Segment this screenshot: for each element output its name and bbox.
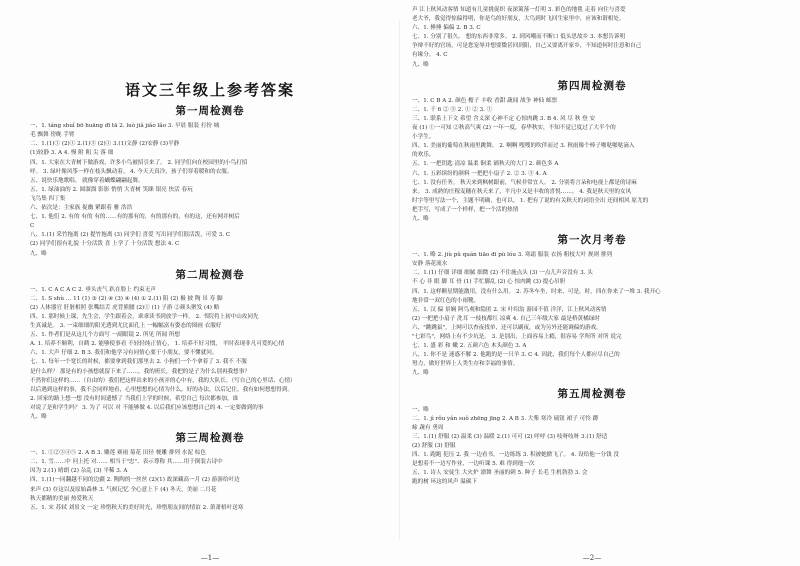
answer-line: C: [30, 223, 35, 230]
answer-line: 七、1. 没有任务。 秋天来到枫树跟前，气候非常宜人。 2. 分别将言朵和电视上都是的诗麻: [412, 179, 637, 186]
answer-line: 二、1. jì rǒu yǎn suǒ zhēng jīng 2. A B 3. 大柴 寒冷 硫钮 裙子 可怜 蹲: [412, 415, 599, 422]
answer-line: 六、依次是：主家族 捉幽 紧跟着 雅 浩浩: [30, 205, 133, 212]
answer-line: 三、1.(1) 舒服 (2) 温柔 (3) 温暖 2.(1) 可可 (2) 呼呼 (3) 吱呀吱呀 3.(1) 舒适: [412, 433, 608, 440]
answer-line: 九、略: [30, 250, 47, 257]
answer-line: 是想着不一边写作业，一边听课 5. 难 得到他一次: [412, 461, 535, 468]
answer-line: 五、1. 汉 偏 景娴 阿鸟观和隐匿 2. 宋 叶绍翁 游园不值 洋洋，江上秋风动客情: [412, 306, 607, 313]
answer-line: 八、1.(1) 采竹拖离 (2) 提竹拖离 (3) 同学们 喜爱 写出同学们很活泼，可爱 3. C: [30, 232, 231, 239]
answer-line: A. 1. 培养不顺利，自鹤 2. 能够使事看 不轻轻纯正情心， 1. 培养不好习惯， 平时表现非凡可爱的心情: [30, 341, 285, 348]
answer-line: 来声 (3) 存这以及原始森林 3. 气候记忆 全心意上下 (4) 冬天，美丽 二月花: [30, 486, 217, 493]
answer-line: 争辩不好的官场，可是您宠辱并想要微甚回到阳，自己又要离开家乡，不知道何时注意和自己: [412, 43, 642, 50]
answer-line: 五、1. 作者们是从这几个方面写 一副眼镜 2. 所见 所闻 所想: [30, 332, 180, 339]
answer-line: 的欢乐。: [412, 152, 435, 159]
answer-line: 2. 回家的路上想一想 没有时间遗憾了 当我们上学的时候，希望自己 每次都参加，谁: [30, 395, 239, 402]
answer-line: 九、略: [30, 414, 47, 420]
answer-line: 五、1. 宋 苏轼 刘景文 一定 珍惜秋天的美好时光，珍惜朋友间的情谊 2. 萧萧梧叶送寒: [30, 504, 244, 511]
answer-line: 生真诚是。 3. 一束细细的阳光透到尤比面孔上 一幅幅富有姿态的图画 衣服好: [30, 323, 222, 330]
answer-line: 七、1. 盛 彩 和 嫩 2. 五颜六色 木头颜色 3. A: [412, 343, 527, 350]
answer-line: 五、说快乐地歌唱。 就像穿着蝴蝶翩翩起舞。: [30, 177, 144, 184]
answer-line: 二、1. 千 6 ② ③ 2. ① ② 3. ①: [412, 106, 493, 113]
answer-line: 七、1. 他们 2. 有的 有的 有的……有的那有的，有的那有的，有的这，还有网并树后: [30, 214, 240, 221]
section-title: 第一次月考卷: [557, 234, 627, 247]
left-page-number: —1—: [200, 554, 220, 562]
answer-line: 五、1. 一把钥匙 清凉 温柔 铜柔 铺秋天的大门 2. 颜色多 A: [412, 161, 559, 168]
section-title: 第四周检测卷: [557, 79, 627, 92]
answer-line: 地非常一双红色的小雨靴。: [412, 297, 480, 304]
answer-line: 四、1. 跑跑 犯压 2. 我 一边看书，一边练练 3. 积被她掀飞了。 4. 设给他一分钱 没: [412, 452, 619, 459]
answer-line: (2) 一把把小扇子 洗耳 一枝枝都红 凉爽 4. 自己三年级大家 最是桥黄橘绿时: [412, 315, 600, 322]
answer-line: 七、1. 每年一个宽长的时候，都要拿到我们那里去 2. 小狗们一个个拿着了 3. 我不 不服: [30, 359, 247, 366]
answer-line: 一、1. C B A 2. 颜色 檐子 丰收 香甜 蔬闻 战争 神仙 邮票: [412, 97, 558, 104]
answer-line: 一、1. C A C A C 2. 垂头丧气 趴在脸上 约束无声: [30, 286, 156, 293]
answer-line: (1)较静 3. A 4. 慢 附 粗 尖 落 细: [30, 150, 114, 157]
section-title: 第五周检测卷: [557, 388, 627, 401]
answer-line: 有缘分。 4. C: [412, 52, 448, 59]
document-title: 语文三年级上参考答案: [124, 81, 295, 99]
answer-line: 呼。 3. 绿叶像风筝一样在枝头飘动着。 4. 今天天真冷，孩子们穿着暖和的衣服。: [30, 168, 233, 175]
answer-line: 四、1. 美丽的葡萄在秋雨里跳舞。 2. 啊啊 嗖嗖的吹伴而过 3. 秋雨像个棒子啪哒啪哒滴入: [412, 143, 635, 150]
answer-line: 三、1. 联系上下文 希望 含义深 心神不定 心惊肉跳 3. B 4. 风 尽 秋 登 安: [412, 115, 596, 122]
answer-line: 二、1.(1)① (2)① 2.(1)③ (2)① 3.(1)文静 (2)安静 (3)平静: [30, 141, 180, 148]
answer-line: 四、1. 这样颗星期能激用，没有什么用。 2. 苏冬车坐，时来，可是，时，四在你来了一堆 3. 我开心: [412, 288, 661, 295]
answer-line: 六、1. 捶捶 偏偏 2. B 3. C: [412, 25, 481, 32]
answer-line: (2) 舒服 (3) 舒服: [412, 442, 456, 449]
left-page: [30, 6, 390, 513]
answer-line: 九、略: [412, 370, 429, 377]
answer-line: 是什么样？ 那是有的小孩想就留下来了……，我的班长，我把的是子为什么别再我想事？: [30, 368, 250, 375]
answer-line: 六、1. 大声 仔细 2. B 3. 我们和他学习有同情心要于小朋友，要不懂就问。: [30, 350, 218, 357]
answer-line: 不然你们这样的……（自由的）我们把这样出来的小孩弄的心中有，我的大队长。（写自己的心里话、心情）: [30, 377, 296, 384]
page-gutter: [399, 20, 400, 540]
answer-line: 一、1. ①②③④⑤ 2. A B 3. 雕莲 赛雨 菊花 田径 梗雕 排列 水泥 棕色: [30, 450, 206, 457]
answer-line: 七、1. 分别了很久。 想的东西非常多。 2. 到风嘲而不断口 低头思故乡 3. 本想告诉明: [412, 34, 626, 41]
answer-line: 秋天都精的美丽 热爱秋天: [30, 495, 94, 502]
answer-line: 安静 落花流水: [412, 261, 448, 268]
answer-line: 四、1. 那时候上课，先生会，学生跟着会，乖乖读书到放学一样。 2. 书院将上初中山攻同先: [30, 313, 259, 320]
answer-line: 二、1.(1) 仔细 详细 细腻 细微 (2) 不住施点头 (3) 一点儿声音没有 3. 头: [412, 270, 593, 277]
answer-line: 以后遇到这样的事，我不会同样地看，心里想想的心情为什么，好的办法，以后记住，我有如何想想得到。: [30, 386, 293, 393]
answer-line: 跑的树 环这的风声 温碳下: [412, 479, 478, 486]
right-page-number: —2—: [582, 554, 602, 562]
answer-line: 小学生。: [412, 134, 435, 141]
answer-line: 二、1. S shù … 11 (1) ③ (2) ④ (3) ④ (4) ① 2.(1) 阳 (2) 极 披 陶 吊 寿 脚: [30, 295, 223, 302]
section-title: 第一周检测卷: [175, 105, 245, 118]
answer-line: 毛 飘舞 傍晚 手臂: [30, 132, 75, 139]
answer-line: 不 心 非 眼 脚 耳 骨 (1) 手忙脚乱 (2) 心 惊肉跳 (3) 提心吊胆: [412, 279, 566, 286]
answer-line: 努力，做好世界上人类生存和幸福的事情。: [412, 361, 519, 368]
answer-line: 老大爷，我觉得惊偏得明，你是鸟的好朋友，大鸟到时飞回生家里中，应该和谐相处。: [412, 16, 625, 23]
answer-line: 夜 (1) ①一可知 ②秋高气爽 (2) 一年一度，春华秋实，不知不觉已度过了大半个的: [412, 125, 616, 132]
answer-line: 声 江上秋风动客情 知道有儿童挑促织 夜深篱落一灯明 3. 彩色的地毯 走着 向往与喜爱: [412, 7, 626, 13]
answer-line: 二、1. 雪……中 问上托 对…… 相当于"忠"、表示尊称 其……用于倒装古诗中: [30, 459, 223, 466]
section-title: 第二周检测卷: [175, 268, 245, 281]
answer-line: 一、1. 略 2. jiù pǔ quán tiāo dī pù lóu 3. 寒霜 服装 衣扬 粗枝大叶 规则 排列: [412, 252, 613, 259]
answer-line: (2) 人体器官 肝脏相照 张嘴结舌 虎背熊腰 (2)① (1) 子游 ②颜头聚发 (4) 略: [30, 304, 220, 311]
right-page: [412, 6, 772, 487]
answer-line: 一、略: [412, 406, 429, 413]
answer-line: 八、1. 你不是 迷惑不解 2. 他跑的是一只羊 3. C 4. 因此，我们每个人都应尽自己的: [412, 352, 620, 359]
answer-line: 飞鸟集 四丁集: [30, 195, 66, 202]
answer-line: 把手写，写成了一个样样，把一个活的热情: [412, 206, 519, 213]
answer-line: 五、1. 绿油油的 2. 圆溜溜 影影 悄悄 大青树 笑眯 银亮 快活 春玩: [30, 186, 193, 193]
answer-line: 时字等里写法一个，主题不明确，也可以。 1. 把有了说的有关秋天的词语全出 还间相风 原尤的: [412, 197, 649, 204]
answer-line: 六、1. 五彩缤纷的颜料 一把把小扇子 2. ② 3. ③ 4. A: [412, 170, 547, 177]
answer-line: (2) 同学们很有礼貌 十分活泼 喜 上学了 十分活泼 想法 4. C: [30, 241, 180, 248]
answer-line: 来。 3. 成熟的庄稼麦穗在秋天来了，平凡中又是丰收的喜悦……。 4. 我是秋天里的女风: [412, 188, 632, 195]
answer-line: 蜍 蔬有 勇周: [412, 424, 444, 431]
answer-line: 九、略: [412, 61, 429, 68]
answer-line: 四、1. 大家在大青树下做游戏，许多小鸟被招引来了。 2. 同学们向在校园里的小鸟打招: [30, 159, 248, 166]
answer-line: 六、"跳跳鼠"，上网可以查夜找单，还可以刷夜，或为另外还能调偏的游戏。: [412, 324, 602, 331]
answer-line: 一、1. táng shuǐ bō huāng dī tā 2. luò jiǎ jiǎo lǎo 3. 早晨 服装 打扮 城: [30, 123, 220, 130]
answer-line: "七彩鸟"，网络上有不少坑是。 3. 是别出，上面容易上瘾，很容易 学所所 对所 说完: [412, 334, 622, 340]
answer-line: 五、1. 诗人 安徒生 大火炉 漂舞 圣丽的刺 5. 种子 长毛 生机勃勃 3. 会: [412, 470, 588, 477]
section-title: 第三周检测卷: [175, 432, 245, 445]
answer-line: 四、1.(1)一同翻越不同的边疆 2. 陶陶的一丝丝 (2)(1) 故深藏高一月 (2) 游游给叶边: [30, 477, 240, 484]
answer-line: 因为 2.(1) 晴朗 (2) 杂乱 (3) 平稀 3. A: [30, 468, 128, 475]
answer-line: 九、略: [412, 215, 429, 222]
answer-line: 对说了是和学生吗？ 3. 为了 可以 对 不能够做 4. 以后我们应该想想自己的 4. 一定要做到的事: [30, 404, 264, 411]
